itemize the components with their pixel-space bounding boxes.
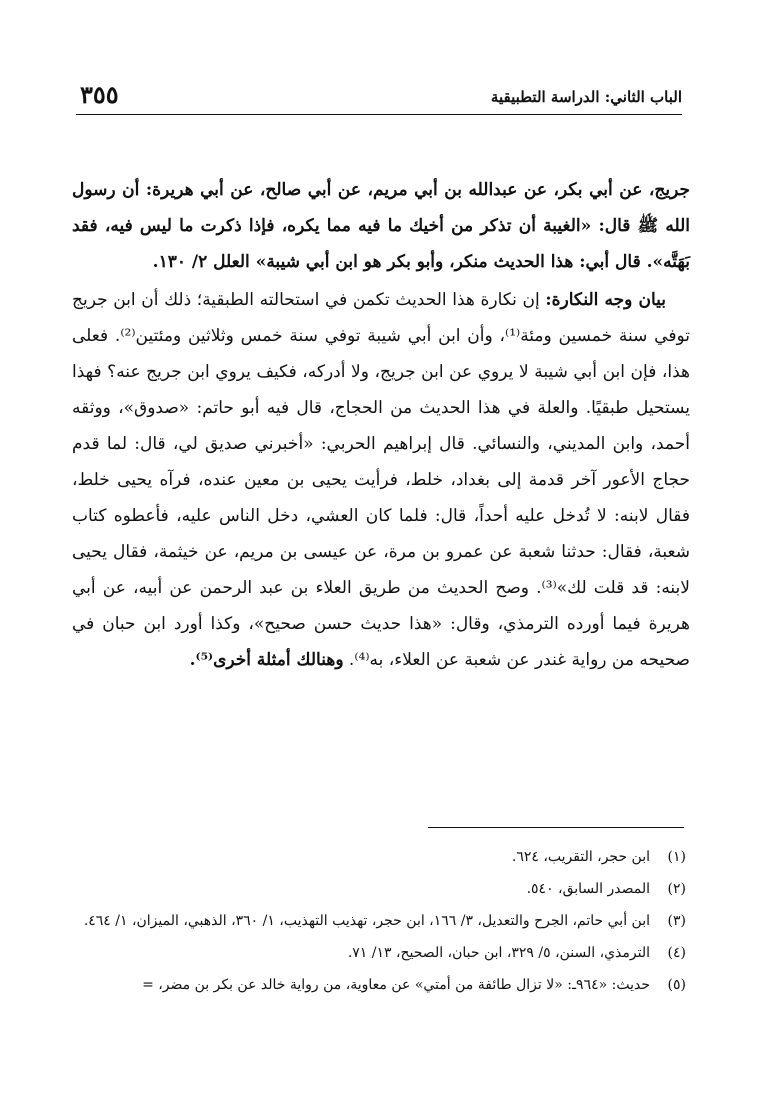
footnote-text: الترمذي، السنن، ٥/ ٣٢٩، ابن حبان، الصحيح، ١٣/ ٧١. xyxy=(347,945,650,961)
footnote-number: (٢) xyxy=(667,881,686,897)
footnote-number: (٣) xyxy=(667,913,686,929)
explanation-lead: بيان وجه النكارة: xyxy=(545,290,666,310)
footnotes xyxy=(68,842,686,1002)
footnote-2 xyxy=(68,874,686,904)
running-header xyxy=(76,74,682,115)
main-text xyxy=(72,172,690,678)
explanation-text: إن نكارة هذا الحديث تكمن في استحالته الطبقية؛ ذلك أن ابن جريج توفي سنة خمسين ومئة⁽¹⁾، وأن ابن أبي شيبة توفي سنة خمس وثلاثين ومئتين⁽²⁾. فعلى هذا، فإن ابن أبي شيبة لا يروي عن ابن جريج، ولا أدركه، فكيف يروي ابن جريج عنه؟ فهذا يستحيل طبقيًا. والعلة في هذا الحديث من الحجاج، قال فيه أبو حاتم: «صدوق»، ووثقه أحمد، وابن المديني، والنسائي. قال إبراهيم الحربي: «أخبرني صديق لي، قال: لما قدم حجاج الأعور آخر قدمة إلى بغداد، خلط، فرأيت يحيى بن معين عنده، فرآه يحيى خلط، فقال لابنه: لا تُدخل عليه أحداً، قال: فلما كان العشي، دخل الناس عليه، فأعطوه كتاب شعبة، فقال: حدثنا شعبة عن عمرو بن مرة، عن عيسى بن مريم، عن خيثمة، فقال يحيى لابنه: قد قلت لك»⁽³⁾. وصح الحديث من طريق العلاء بن عبد الرحمن عن أبيه، عن أبي هريرة فيما أورده الترمذي، وقال: «هذا حديث حسن صحيح»، وكذا أورد ابن حبان في صحيحه من رواية غندر عن شعبة عن العلاء، به⁽⁴⁾. xyxy=(72,290,690,670)
footnote-number: (٥) xyxy=(667,977,686,993)
explanation-tail: وهنالك أمثلة أخرى⁽⁵⁾. xyxy=(189,650,344,670)
footnote-1 xyxy=(68,842,686,872)
footnote-text: المصدر السابق، ٥٤٠. xyxy=(526,881,650,897)
footnote-number: (٤) xyxy=(667,945,686,961)
explanation-paragraph xyxy=(72,282,690,678)
footnote-4 xyxy=(68,938,686,968)
footnote-number: (١) xyxy=(667,849,686,865)
footnote-text: ابن حجر، التقريب، ٦٢٤. xyxy=(511,849,650,865)
footnote-divider xyxy=(428,827,684,828)
chapter-title: الباب الثاني: الدراسة التطبيقية xyxy=(490,88,682,106)
footnote-5 xyxy=(68,970,686,1000)
footnote-text: ابن أبي حاتم، الجرح والتعديل، ٣/ ١٦٦، ابن حجر، تهذيب التهذيب، ١/ ٣٦٠، الذهبي، الميزان، ١/ ٤٦٤. xyxy=(83,913,650,929)
hadith-paragraph: جريج، عن أبي بكر، عن عبدالله بن أبي مريم، عن أبي صالح، عن أبي هريرة: أن رسول الله ﷺ قال: «الغيبة أن تذكر من أخيك ما فيه مما يكره، فإذا ذكرت ما ليس فيه، فقد بَهَتَّه». قال أبي: هذا الحديث منكر، وأبو بكر هو ابن أبي شيبة» العلل ٢/ ١٣٠. xyxy=(72,180,690,272)
footnote-3 xyxy=(68,906,686,936)
footnote-text: حديث: «٩٦٤ـ: «لا تزال طائفة من أمتي» عن معاوية، من رواية خالد عن بكر بن مضر، = xyxy=(142,977,650,993)
page-number: ٣٥٥ xyxy=(80,80,119,109)
